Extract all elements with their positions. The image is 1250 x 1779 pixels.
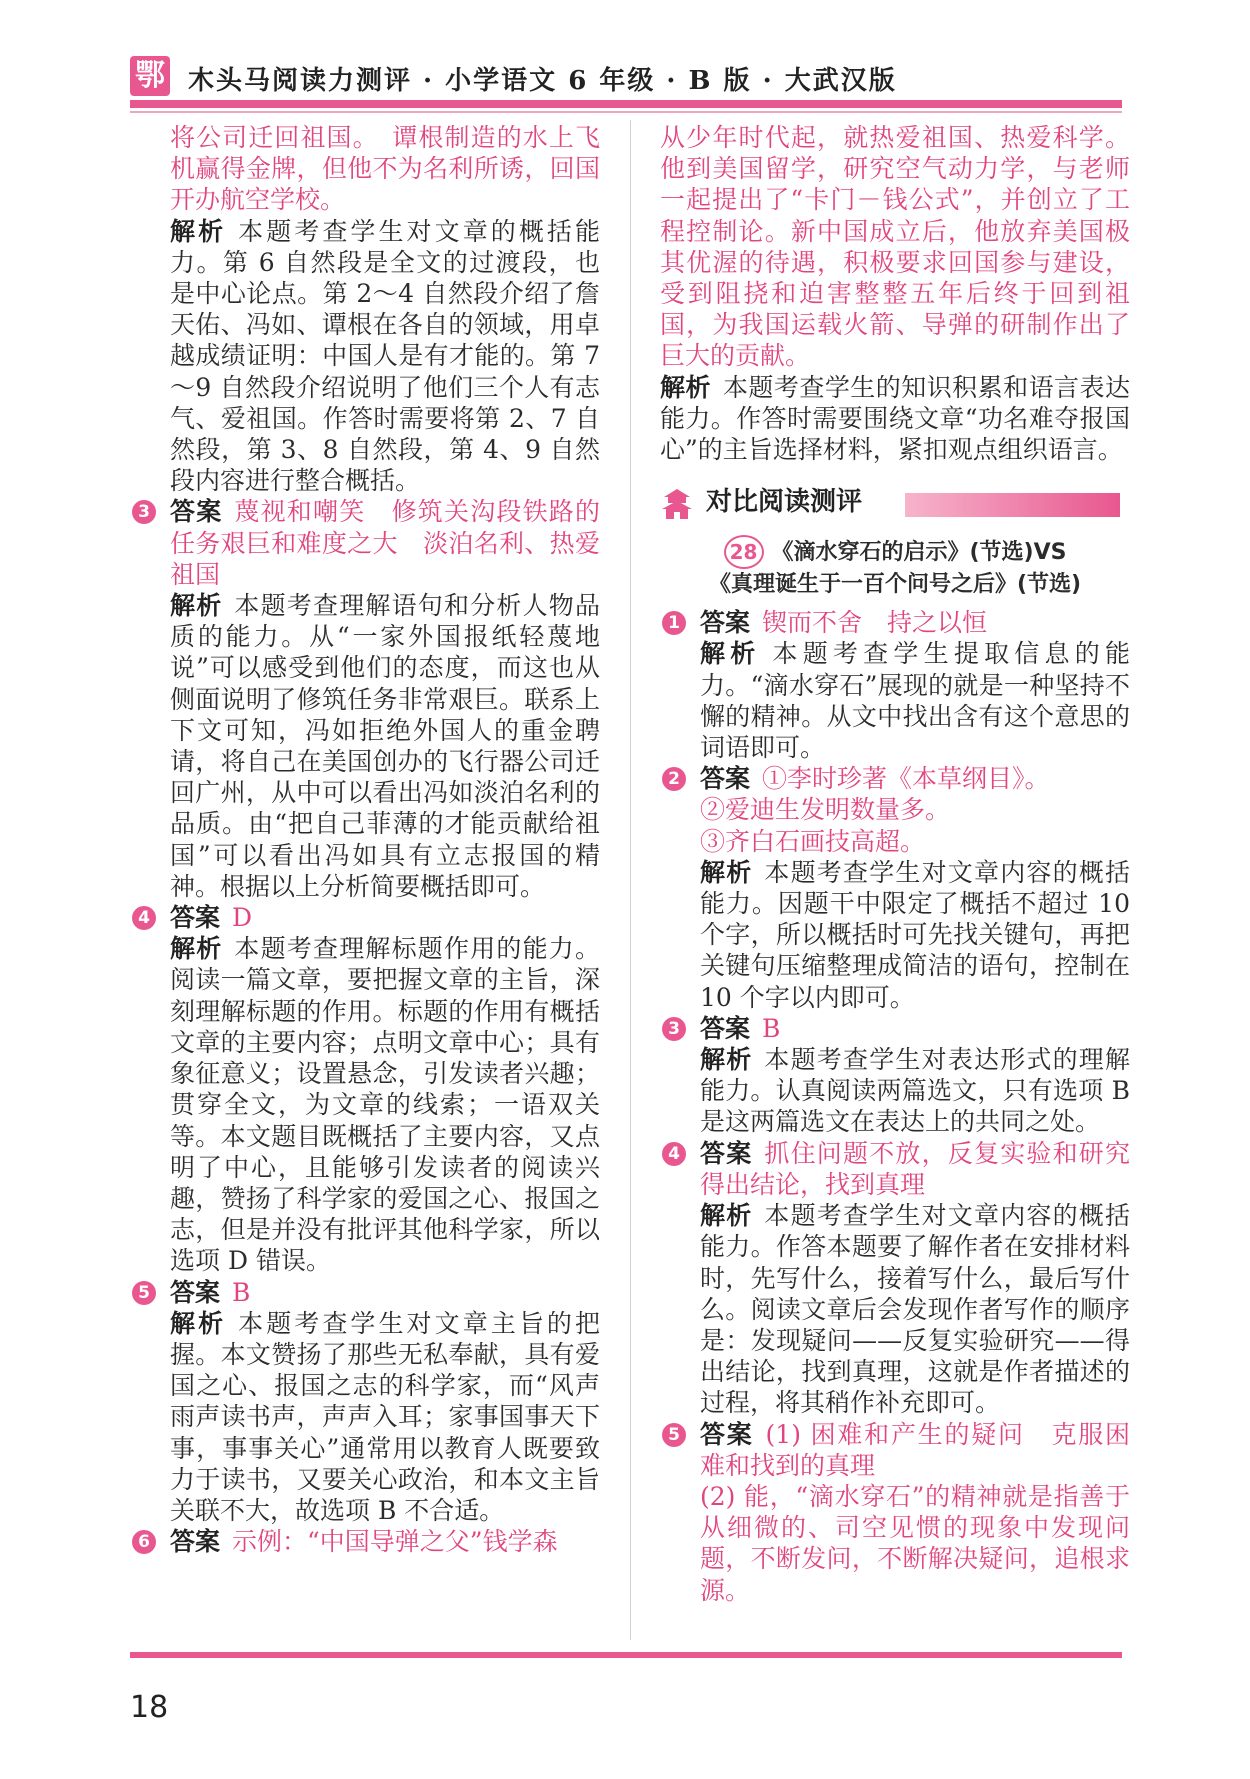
analysis-text: 本题考查学生对文章主旨的把握。本文赞扬了那些无私奉献，具有爱国之心、报国之志的科学家，而“风声雨声读书声，声声入耳；家事国事天下事，事事关心”通常用以教育人既要致力于读书，又要关心政治，和本文主旨关联不大，故选项 B 不合适。 <box>170 1308 600 1525</box>
question-number: 5 <box>132 1281 156 1305</box>
analysis-text: 本题考查学生对表达形式的理解能力。认真阅读两篇选文，只有选项 B 是这两篇选文在表达上的共同之处。 <box>700 1045 1130 1137</box>
answer-label: 答案 <box>170 903 221 933</box>
question-3 <box>660 1013 1130 1138</box>
question-number: 1 <box>662 611 686 635</box>
answer-continued: 从少年时代起，就热爱祖国、热爱科学。他到美国留学，研究空气动力学，与老师一起提出了“卡门－钱公式”，并创立了工程控制论。新中国成立后，他放弃美国极其优渥的待遇，积极要求回国参与建设，受到阻挠和迫害整整五年后终于回到祖国，为我国运载火箭、导弹的研制作出了巨大的贡献。 <box>660 123 1130 371</box>
answer-text: 示例：“中国导弹之父”钱学森 <box>232 1527 558 1557</box>
analysis-label: 解析 <box>170 591 223 621</box>
region-badge: 鄂 <box>130 56 170 96</box>
article-number: 28 <box>724 535 764 569</box>
answer-part-2: (2) 能，“滴水穿石”的精神就是指善于从细微的、司空见惯的现象中发现问题，不断发问，不断解决疑问，追根求源。 <box>700 1481 1130 1605</box>
answer-line-1: ①李时珍著《本草纲目》。 <box>762 764 1050 794</box>
analysis-label: 解析 <box>700 1045 753 1075</box>
analysis-text: 本题考查学生的知识积累和语言表达能力。作答时需要围绕文章“功名难夺报国心”的主旨选择材料，紧扣观点组织语言。 <box>660 372 1130 465</box>
answer-label: 答案 <box>700 608 751 638</box>
analysis-label: 解析 <box>170 1308 227 1338</box>
answer-text: D <box>232 903 253 933</box>
footer-rule <box>130 1652 1122 1658</box>
analysis-text: 本题考查学生提取信息的能力。“滴水穿石”展现的就是一种坚持不懈的精神。从文中找出含有这个意思的词语即可。 <box>700 639 1130 763</box>
article-title-line1: 《滴水穿石的启示》(节选)VS <box>771 540 1067 566</box>
analysis-text: 本题考查理解标题作用的能力。阅读一篇文章，要把握文章的主旨，深刻理解标题的作用。标题的作用有概括文章的主要内容；点明文章中心；具有象征意义；设置悬念，引发读者兴趣；贯穿全文，为文章的线索；一语双关等。本文题目既概括了主要内容，又点明了中心，且能够引发读者的阅读兴趣，赞扬了科学家的爱国之心、报国之志，但是并没有批评其他科学家，所以选项 D 错误。 <box>170 934 600 1276</box>
question-number: 6 <box>132 1530 156 1554</box>
section-banner <box>660 485 1130 525</box>
column-divider <box>630 120 631 1640</box>
answer-part-1: (1) 困难和产生的疑问 克服困难和找到的真理 <box>700 1419 1130 1480</box>
answer-line-2: ②爱迪生发明数量多。 <box>700 795 951 825</box>
answer-label: 答案 <box>170 1277 221 1307</box>
book-title: 木头马阅读力测评 · 小学语文 6 年级 · B 版 · 大武汉版 <box>188 66 897 96</box>
answer-text: B <box>232 1277 251 1307</box>
analysis-block <box>130 216 600 497</box>
question-2 <box>660 763 1130 1013</box>
analysis-label: 解析 <box>700 857 753 887</box>
left-column <box>130 122 600 1557</box>
analysis-label: 解析 <box>660 372 711 402</box>
question-number: 2 <box>662 767 686 791</box>
article-title-line2: 《真理诞生于一百个问号之后》(节选) <box>708 572 1082 598</box>
answer-label: 答案 <box>170 1527 221 1557</box>
answer-continued: 将公司迁回祖国。 谭根制造的水上飞机赢得金牌，但他不为名利所诱，回国开办航空学校。 <box>170 123 600 215</box>
answer-line-3: ③齐白石画技高超。 <box>700 826 926 856</box>
answer-label: 答案 <box>700 764 751 794</box>
question-4 <box>660 1138 1155 1419</box>
pagoda-icon <box>660 487 694 521</box>
question-number: 3 <box>662 1017 686 1041</box>
answer-text: B <box>762 1013 781 1043</box>
analysis-label: 解析 <box>700 1201 753 1231</box>
question-1 <box>660 607 1130 763</box>
section-title: 对比阅读测评 <box>706 487 863 518</box>
page-number: 18 <box>130 1690 169 1725</box>
analysis-label: 解析 <box>170 216 227 246</box>
analysis-text: 本题考查学生对文章内容的概括能力。作答本题要了解作者在安排材料时，先写什么，接着写什么，最后写什么。阅读文章后会发现作者写作的顺序是：发现疑问——反复实验研究——得出结论，找到真理，这就是作者描述的过程，将其稍作补充即可。 <box>700 1201 1130 1418</box>
question-6 <box>130 1526 600 1557</box>
page-header <box>130 48 1122 100</box>
right-column <box>660 122 1155 1606</box>
header-rule-thin <box>130 111 1122 113</box>
analysis-text: 本题考查学生对文章的概括能力。第 6 自然段是全文的过渡段，也是中心论点。第 2～4 自然段介绍了詹天佑、冯如、谭根在各自的领域，用卓越成绩证明：中国人是有才能的。第 7～9 自然段介绍说明了他们三个人有志气、爱祖国。作答时需要将第 2、7 自然段，第 3、8 自然段，第 4、9 自然段内容进行整合概括。 <box>170 216 600 496</box>
question-5 <box>130 1277 600 1527</box>
question-4 <box>130 902 600 1276</box>
answer-text: 抓住问题不放，反复实验和研究 得出结论，找到真理 <box>700 1138 1155 1199</box>
banner-bar <box>905 493 1120 517</box>
analysis-text: 本题考查理解语句和分析人物品质的能力。从“一家外国报纸轻蔑地说”可以感受到他们的态度，而这也从侧面说明了修筑任务非常艰巨。联系上下文可知，冯如拒绝外国人的重金聘请，将自己在美国创办的飞行器公司迁回广州，从中可以看出冯如淡泊名利的品质。由“把自己菲薄的才能贡献给祖国”可以看出冯如具有立志报国的精神。根据以上分析简要概括即可。 <box>170 591 600 901</box>
answer-label: 答案 <box>700 1013 751 1043</box>
answer-label: 答案 <box>700 1419 754 1449</box>
analysis-text: 本题考查学生对文章内容的概括能力。因题干中限定了概括不超过 10 个字，所以概括时可先找关键句，再把关键句压缩整理成简洁的语句，控制在 10 个字以内即可。 <box>700 857 1130 1012</box>
question-3 <box>130 496 600 902</box>
question-number: 4 <box>132 906 156 930</box>
answer-text: 蔑视和嘲笑 修筑关沟段铁路的任务艰巨和难度之大 淡泊名利、热爱祖国 <box>170 497 600 589</box>
answer-label: 答案 <box>170 497 223 527</box>
analysis-label: 解析 <box>700 639 761 669</box>
question-number: 5 <box>662 1423 686 1447</box>
question-number: 3 <box>132 500 156 524</box>
analysis-label: 解析 <box>170 934 223 964</box>
question-number: 4 <box>662 1142 686 1166</box>
question-5 <box>660 1419 1130 1606</box>
header-rule <box>130 100 1122 108</box>
answer-label: 答案 <box>700 1138 753 1168</box>
article-title <box>660 535 1130 601</box>
answer-text: 锲而不舍 持之以恒 <box>762 608 988 638</box>
